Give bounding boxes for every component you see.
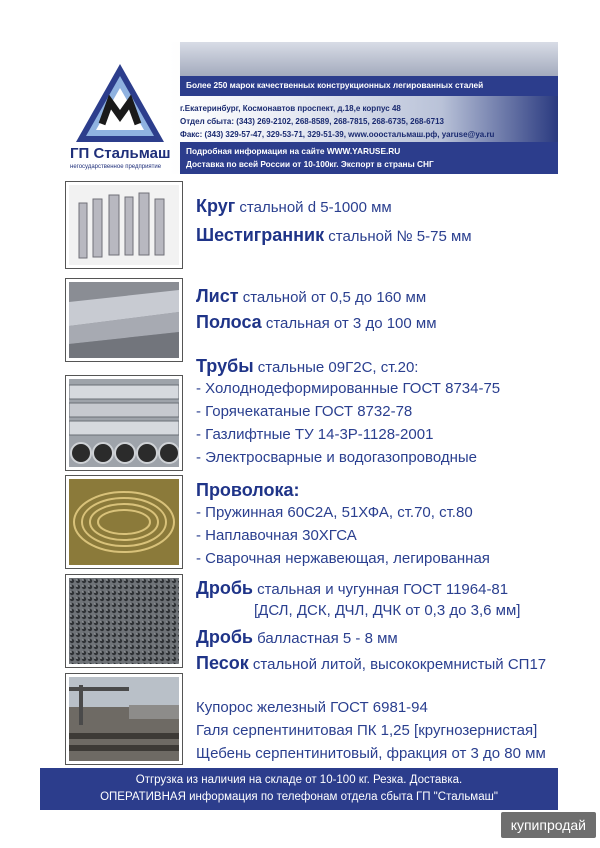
photo-sheets [66,279,182,361]
flyer-sheet [40,42,558,810]
photo-rods [66,182,182,268]
row-sand-line: Песок стальной литой, высококремнистый СП17 [196,653,547,673]
row-wire-item: - Наплавочная 30ХГСА [196,527,357,544]
header-info-site: Подробная информация на сайте WWW.YARUSE.RU [186,146,401,156]
footer-line2: ОПЕРАТИВНАЯ информация по телефонам отдела сбыта ГП "Стальмаш" [100,791,498,803]
row-shot-line3: Дробь балластная 5 - 8 мм [196,627,398,647]
header-delivery: Доставка по всей России от 10-100кг. Экспорт в страны СНГ [186,159,434,169]
row-pipes-item: - Электросварные и водогазопроводные [196,449,477,466]
footer-banner [40,768,558,810]
row-rods-line1: Круг стальной d 5-1000 мм [196,196,392,216]
row-misc-item: Купорос железный ГОСТ 6981-94 [196,699,428,716]
row-wire-item: - Сварочная нержавеющая, легированная [196,550,490,567]
photo-wire [66,476,182,568]
row-shot-line1: Дробь стальная и чугунная ГОСТ 11964-81 [196,578,509,598]
logo-icon [74,62,166,144]
row-misc-item: Галя серпентинитовая ПК 1,25 [кругнозернистая] [196,722,538,739]
header [40,42,558,174]
watermark-badge: купипродай [501,812,596,838]
row-misc-item: Щебень серпентинитовый, фракция от 3 до 80 мм [196,745,546,762]
row-wire-item: - Пружинная 60С2А, 51ХФА, ст.70, ст.80 [196,504,473,521]
header-sales: Отдел сбыта: (343) 269-2102, 268-8589, 268-7815, 268-6735, 268-6713 [180,117,444,126]
logo-subtitle: негосударственное предприятие [70,164,162,170]
header-fax: Факс: (343) 329-57-47, 329-53-71, 329-51-39, www.оооcтальмаш.рф, yaruse@ya.ru [180,130,495,139]
photo-shot [66,575,182,667]
logo-title: ГП Стальмаш [70,145,171,162]
row-sheets-line2: Полоса стальная от 3 до 100 мм [196,312,437,332]
header-tagline: Более 250 марок качественных конструкционных легированных сталей [186,80,484,90]
row-wire-title: Проволока: [196,480,300,500]
row-sheets-line1: Лист стальной от 0,5 до 160 мм [196,286,427,306]
row-pipes-item: - Газлифтные ТУ 14-3Р-1128-2001 [196,426,434,443]
footer-line1: Отгрузка из наличия на складе от 10-100 кг. Резка. Доставка. [135,774,463,786]
photo-pipes [66,376,182,470]
row-pipes-title: Трубы стальные 09Г2С, ст.20: [196,356,419,376]
row-pipes-item: - Холоднодеформированные ГОСТ 8734-75 [196,380,501,397]
row-rods-line2: Шестигранник стальной № 5-75 мм [196,225,472,245]
header-address: г.Екатеринбург, Космонавтов проспект, д.18,е корпус 48 [180,104,401,113]
row-pipes-item: - Горячекатаные ГОСТ 8732-78 [196,403,413,420]
row-shot-line2: [ДСЛ, ДСК, ДЧЛ, ДЧК от 0,3 до 3,6 мм] [254,602,521,619]
photo-warehouse [66,674,182,764]
